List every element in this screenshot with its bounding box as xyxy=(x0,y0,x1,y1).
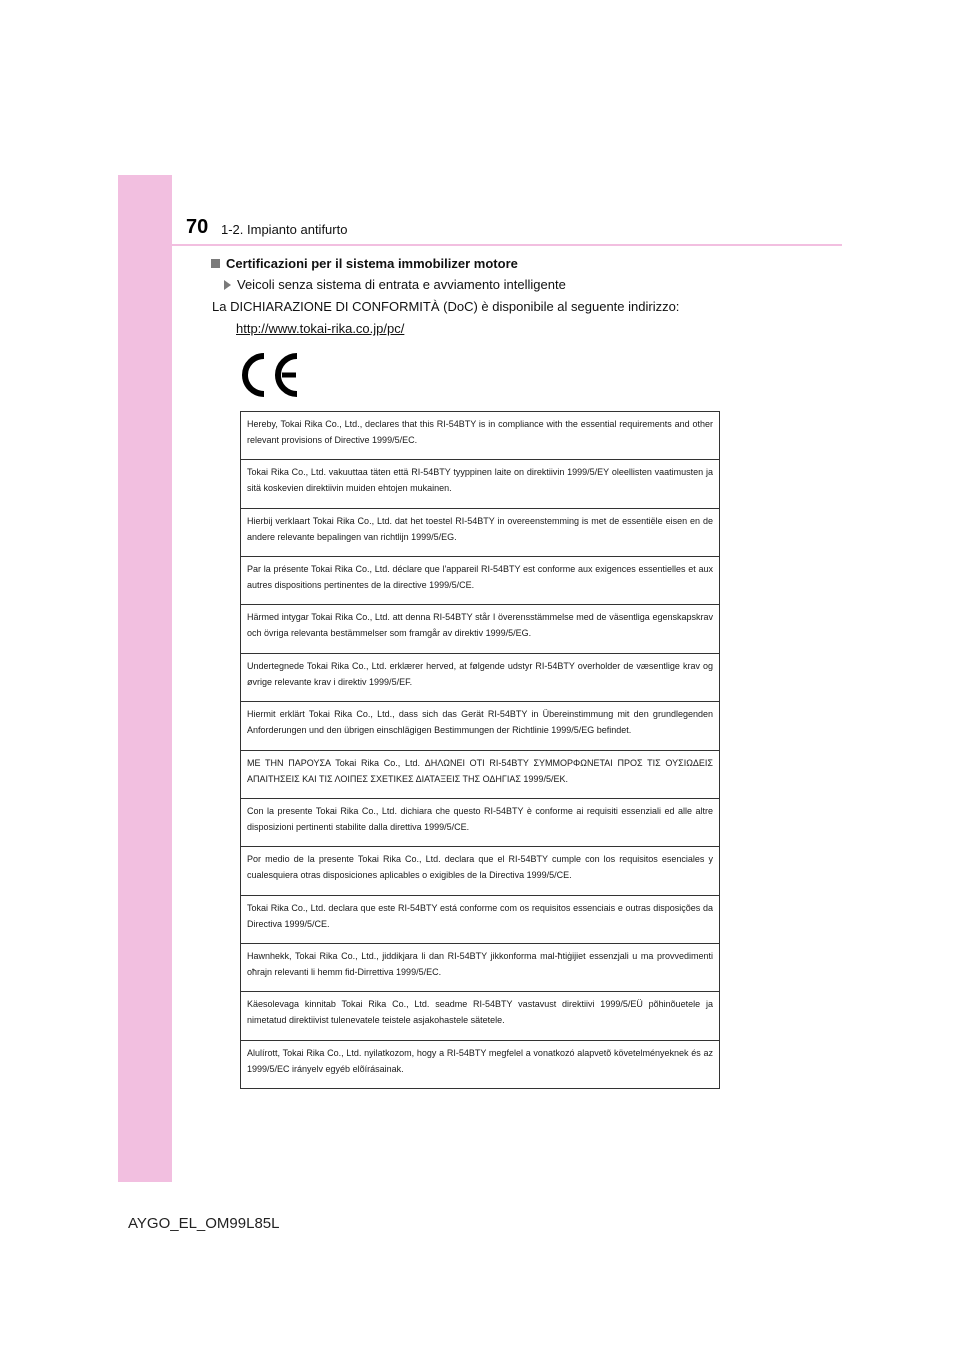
declaration-row: ΜΕ ΤΗΝ ΠΑΡΟΥΣΑ Tokai Rika Co., Ltd. ΔΗΛΩΝΕΙ ΟΤΙ RI-54BTY ΣΥΜΜΟΡΦΩΝΕΤΑΙ ΠΡΟΣ ΤΙΣ ΟΥΣΙΩΔΕΙΣ ΑΠΑΙΤΗΣΕΙΣ ΚΑΙ ΤΙΣ ΛΟΙΠΕΣ ΣΧΕΤΙΚΕΣ ΔΙΑΤΑΞΕΙΣ ΤΗΣ ΟΔΗΓΙΑΣ 1999/5/ΕΚ. xyxy=(241,751,719,799)
page-number: 70 xyxy=(186,216,209,238)
declaration-row: Con la presente Tokai Rika Co., Ltd. dichiara che questo RI-54BTY è conforme ai requisiti essenziali ed alle altre disposizioni pertinenti stabilite dalla direttiva 1999/5/CE. xyxy=(241,799,719,847)
doc-link[interactable]: http://www.tokai-rika.co.jp/pc/ xyxy=(236,321,405,336)
declaration-row: Undertegnede Tokai Rika Co., Ltd. erklærer herved, at følgende udstyr RI-54BTY overholder de væsentlige krav og øvrige relevante krav i direktiv 1999/5/EF. xyxy=(241,654,719,702)
heading-text: Certificazioni per il sistema immobilizer motore xyxy=(226,256,518,271)
declaration-row: Käesolevaga kinnitab Tokai Rika Co., Ltd. seadme RI-54BTY vastavust direktiivi 1999/5/EÜ põhinõuetele ja nimetatud direktiivist tulenevatele teistele asjakohastele sätetele. xyxy=(241,992,719,1040)
declaration-row: Härmed intygar Tokai Rika Co., Ltd. att denna RI-54BTY står I överensstämmelse med de väsentliga egenskapskrav och övriga relevanta bestämmelser som framgår av direktiv 1999/5/EG. xyxy=(241,605,719,653)
heading xyxy=(211,256,518,271)
subheading xyxy=(224,277,566,292)
section-sidebar-tab xyxy=(118,175,172,1182)
declaration-row: Alulírott, Tokai Rika Co., Ltd. nyilatkozom, hogy a RI-54BTY megfelel a vonatkozó alapvetõ követelményeknek és az 1999/5/EC irányelv egyéb elõírásainak. xyxy=(247,1047,713,1074)
declaration-row: Tokai Rika Co., Ltd. vakuuttaa täten että RI-54BTY tyyppinen laite on direktiivin 1999/5/EY oleellisten vaatimusten ja sitä koskevien direktiivin muiden ehtojen mukainen. xyxy=(241,460,719,508)
ce-mark-icon xyxy=(238,352,304,398)
declaration-row: Hiermit erklärt Tokai Rika Co., Ltd., dass sich das Gerät RI-54BTY in Übereinstimmung mit den grundlegenden Anforderungen und den übrigen einschlägigen Bestimmungen der Richtlinie 1999/5/EG befindet. xyxy=(241,702,719,750)
section-title: 1-2. Impianto antifurto xyxy=(221,222,348,237)
declaration-row: Hereby, Tokai Rika Co., Ltd., declares that this RI-54BTY is in compliance with the essential requirements and other relevant provisions of Directive 1999/5/EC. xyxy=(241,412,719,460)
manual-code: AYGO_EL_OM99L85L xyxy=(128,1215,280,1232)
declarations-table xyxy=(240,411,720,1089)
intro-text: La DICHIARAZIONE DI CONFORMITÀ (DoC) è disponibile al seguente indirizzo: xyxy=(212,299,680,314)
square-bullet-icon xyxy=(211,259,220,268)
declaration-row: Tokai Rika Co., Ltd. declara que este RI-54BTY está conforme com os requisitos essenciais e outras disposições da Directiva 1999/5/CE. xyxy=(241,896,719,944)
declaration-row: Por medio de la presente Tokai Rika Co., Ltd. declara que el RI-54BTY cumple con los requisitos esenciales y cualesquiera otras disposiciones aplicables o exigibles de la Directiva 1999/5/CE. xyxy=(241,847,719,895)
triangle-bullet-icon xyxy=(224,280,231,290)
declaration-row: Par la présente Tokai Rika Co., Ltd. déclare que l'appareil RI-54BTY est conforme aux exigences essentielles et aux autres dispositions pertinentes de la directive 1999/5/CE. xyxy=(241,557,719,605)
declaration-row: Hawnhekk, Tokai Rika Co., Ltd., jiddikjara li dan RI-54BTY jikkonforma mal-ħtiġijiet essenzjali u ma provvedimenti oħrajn relevanti li hemm fid-Dirrettiva 1999/5/EC. xyxy=(241,944,719,992)
declaration-row: Hierbij verklaart Tokai Rika Co., Ltd. dat het toestel RI-54BTY in overeenstemming is met de essentiële eisen en de andere relevante bepalingen van richtlijn 1999/5/EG. xyxy=(241,509,719,557)
header-divider xyxy=(172,244,842,246)
subheading-text: Veicoli senza sistema di entrata e avviamento intelligente xyxy=(237,277,566,292)
